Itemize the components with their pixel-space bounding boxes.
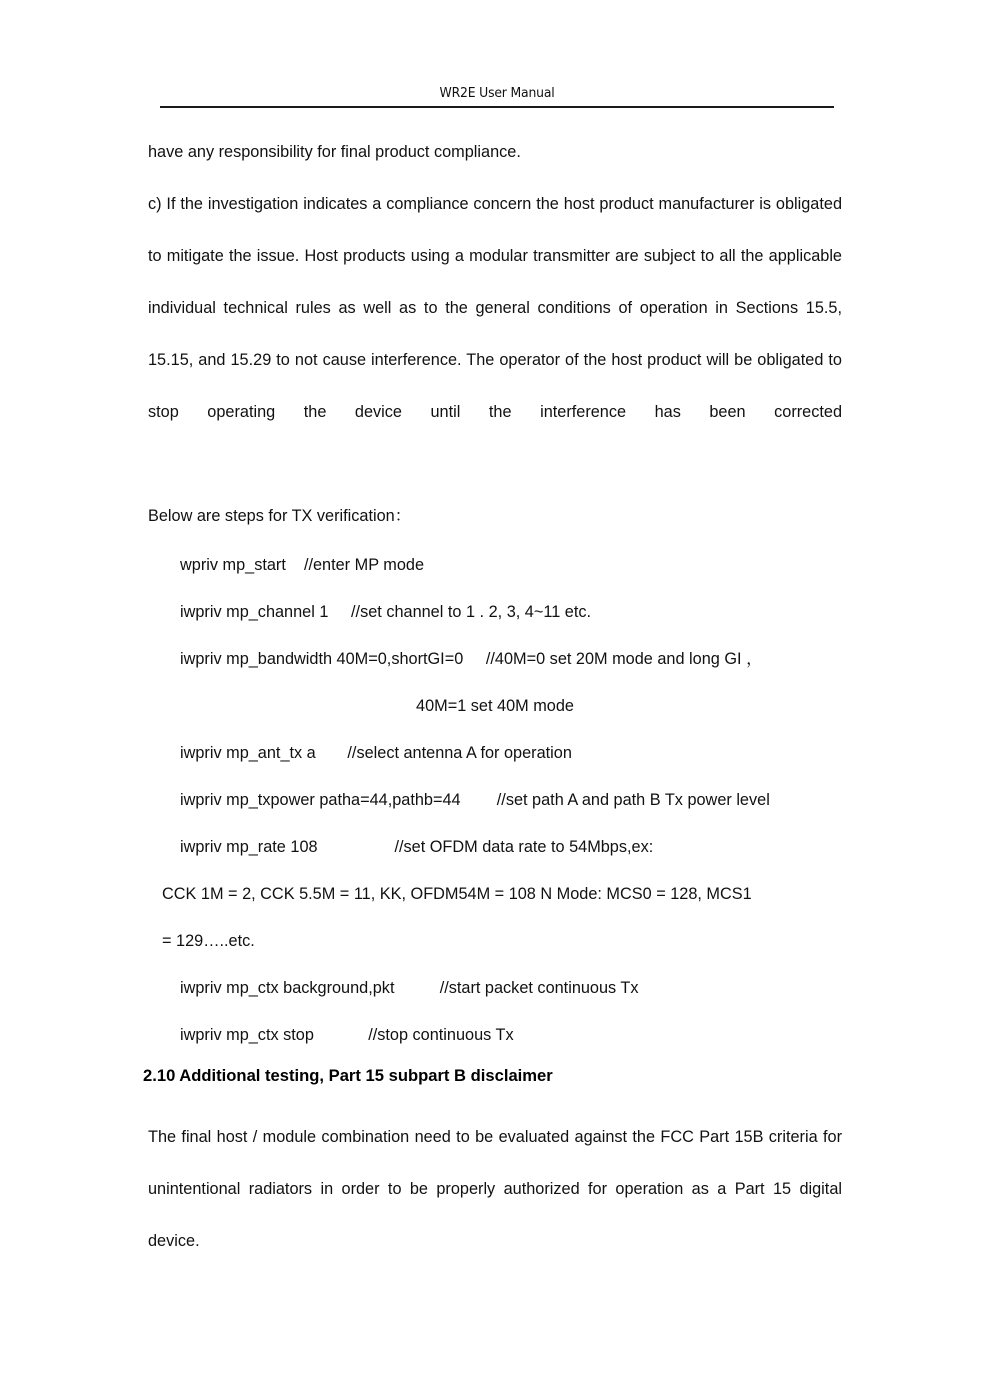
command-rate-table-line: CCK 1M = 2, CCK 5.5M = 11, KK, OFDM54M = 108 N Mode: MCS0 = 128, MCS1 bbox=[162, 885, 752, 903]
document-body bbox=[143, 126, 847, 1319]
command-line: iwpriv mp_channel 1 //set channel to 1 . 2, 3, 4~11 etc. bbox=[180, 603, 592, 621]
command-rate-table-continuation: = 129…..etc. bbox=[162, 932, 255, 950]
section-heading-2-10: 2.10 Additional testing, Part 15 subpart B disclaimer bbox=[143, 1066, 553, 1085]
running-header-title: WR2E User Manual bbox=[439, 85, 555, 101]
command-line: iwpriv mp_bandwidth 40M=0,shortGI=0 //40M=0 set 20M mode and long GI ， bbox=[180, 650, 763, 668]
paragraph-tx-verification-intro: Below are steps for TX verification： bbox=[148, 507, 412, 525]
heading-spacer bbox=[148, 1093, 842, 1111]
command-line: iwpriv mp_ctx background,pkt //start packet continuous Tx bbox=[180, 979, 639, 997]
command-note-40m-mode: 40M=1 set 40M mode bbox=[416, 697, 574, 715]
page-running-header bbox=[160, 86, 834, 108]
header-divider bbox=[160, 106, 834, 108]
command-line: iwpriv mp_ant_tx a //select antenna A for operation bbox=[180, 744, 572, 762]
command-line: iwpriv mp_ctx stop //stop continuous Tx bbox=[180, 1026, 514, 1044]
tx-verification-command-list bbox=[148, 542, 842, 1059]
paragraph-item-c: c) If the investigation indicates a compliance concern the host product manufacturer is obligated to mitigate the issue. Host products using a modular transmitter are subject to all the applicable individual technical rules as well as to the general conditions of operation in Sections 15.5, 15.15, and 15.29 to not cause interference. The operator of the host product will be obligated to stop operating the device until the interference has been corrected bbox=[148, 195, 847, 421]
paragraph-continued-compliance: have any responsibility for final product compliance. bbox=[148, 143, 521, 161]
command-line: iwpriv mp_rate 108 //set OFDM data rate to 54Mbps,ex: bbox=[180, 838, 654, 856]
command-line: iwpriv mp_txpower patha=44,pathb=44 //set path A and path B Tx power level bbox=[180, 791, 770, 809]
paragraph-part-15b-evaluation: The final host / module combination need to be evaluated against the FCC Part 15B criteria for unintentional radiators in order to be properly authorized for operation as a Part 15 digital device. bbox=[148, 1128, 847, 1250]
command-line: wpriv mp_start //enter MP mode bbox=[180, 556, 425, 574]
